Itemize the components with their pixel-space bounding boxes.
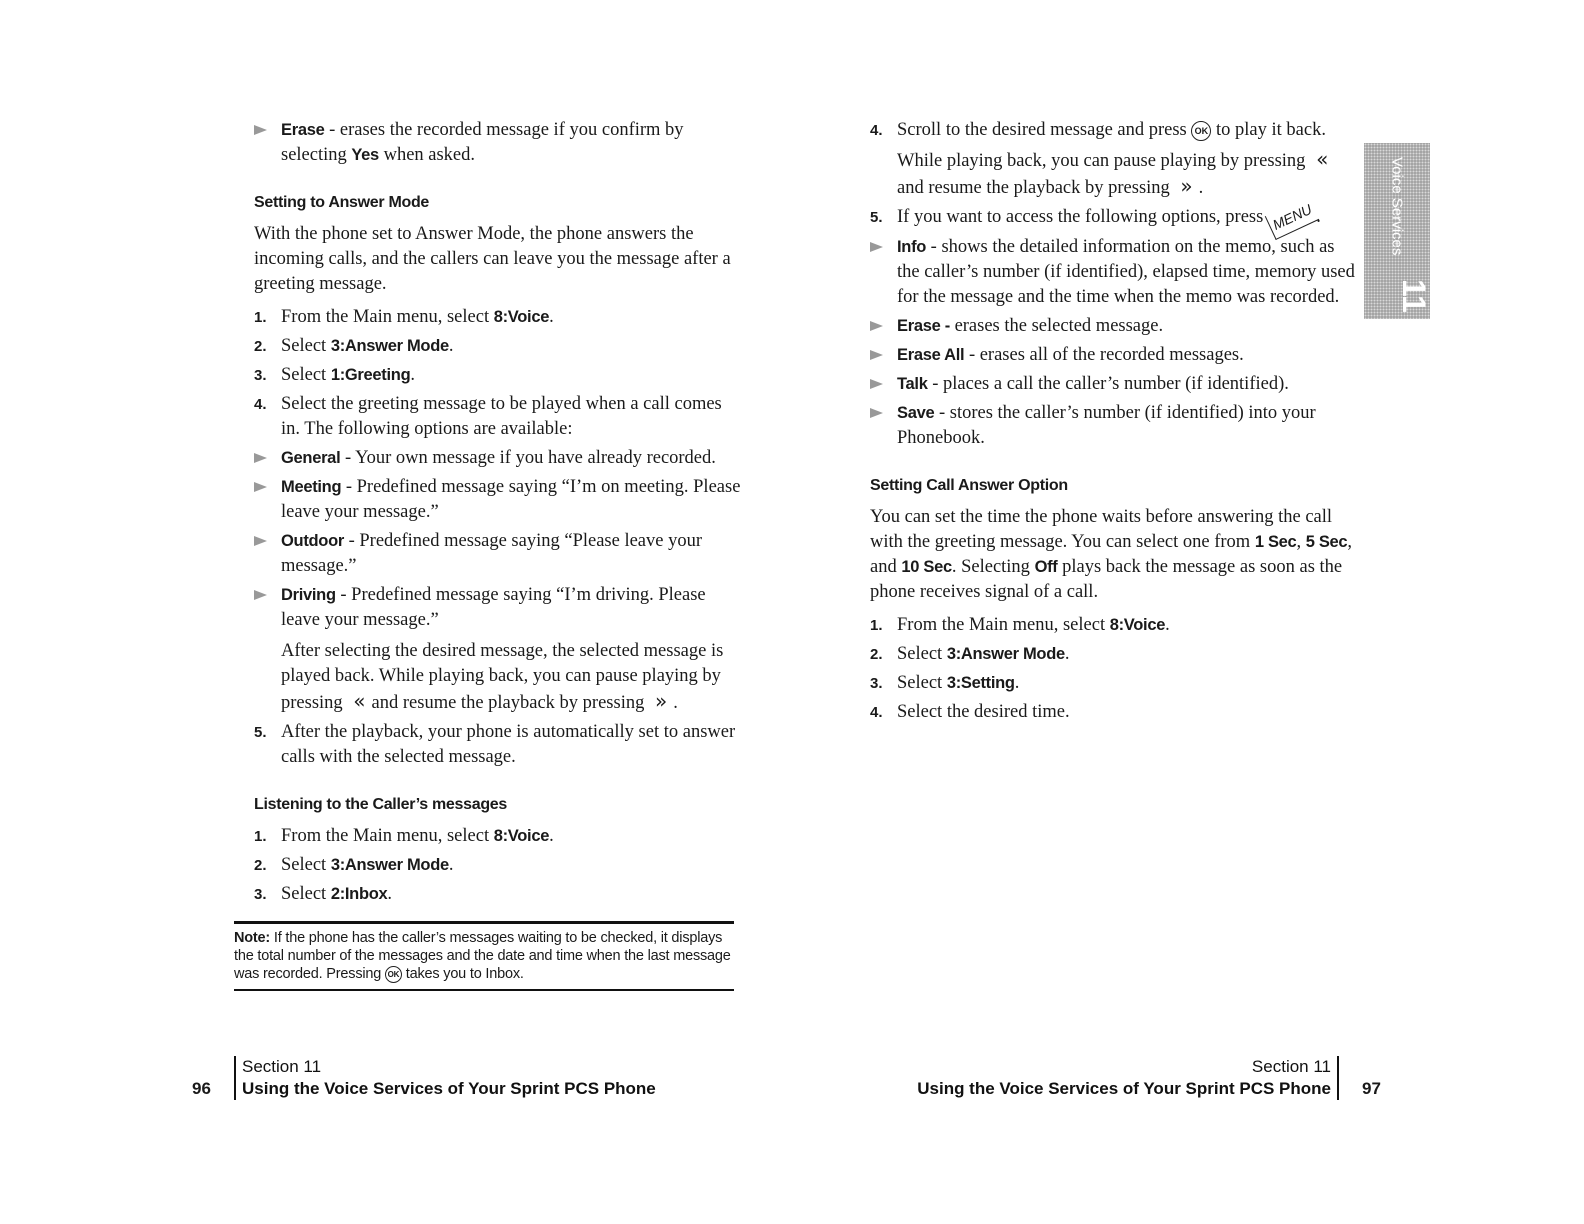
page-number-left: 96 xyxy=(192,1079,211,1098)
section-tab-label: Voice Services xyxy=(1388,157,1406,256)
message-option-save: Save - stores the caller’s number (if identified) into your Phonebook. xyxy=(870,401,1360,451)
right-page-column xyxy=(870,118,1360,729)
answer-step: 1. From the Main menu, select 8:Voice. xyxy=(254,307,554,327)
note-box: Note: If the phone has the caller’s messages waiting to be checked, it displays the total number of the messages and the date and time when the last message was recorded. Pressing OK takes you to Inbox. xyxy=(234,921,734,991)
call-answer-heading: Setting Call Answer Option xyxy=(870,477,1068,494)
left-page-column xyxy=(254,118,744,911)
section-tab-number: 11 xyxy=(1396,279,1432,313)
bullet-arrow-icon xyxy=(254,453,267,463)
call-answer-step: 4. Select the desired time. xyxy=(870,702,1070,722)
call-answer-intro: You can set the time the phone waits before answering the call with the greeting message. You can select one from 1 Sec, 5 Sec, and 10 Sec. Selecting Off plays back the message as soon as the phone receives signal of a call. xyxy=(870,507,1352,602)
ok-key-icon: OK xyxy=(385,966,402,983)
call-answer-step: 3. Select 3:Setting. xyxy=(870,673,1020,693)
greeting-option-general: General - Your own message if you have already recorded. xyxy=(254,446,744,471)
greeting-option-meeting: Meeting - Predefined message saying “I’m on meeting. Please leave your message.” xyxy=(254,475,744,525)
greeting-option-outdoor: Outdoor - Predefined message saying “Please leave your message.” xyxy=(254,529,744,579)
footer-right: Section 11 Using the Voice Services of Your Sprint PCS Phone xyxy=(917,1056,1339,1100)
answer-step: 4. Select the greeting message to be played when a call comes in. The following options are available: xyxy=(254,394,722,439)
ok-key-icon: OK xyxy=(1191,121,1211,141)
call-answer-step: 2. Select 3:Answer Mode. xyxy=(870,644,1070,664)
listening-step: 2. Select 3:Answer Mode. xyxy=(254,855,454,875)
message-option-talk: Talk - places a call the caller’s number (if identified). xyxy=(870,372,1360,397)
message-option-erase-all: Erase All - erases all of the recorded messages. xyxy=(870,343,1360,368)
listening-step: 1. From the Main menu, select 8:Voice. xyxy=(254,826,554,846)
bullet-arrow-icon xyxy=(870,242,883,252)
bullet-arrow-icon xyxy=(870,350,883,360)
answer-step: 3. Select 1:Greeting. xyxy=(254,365,415,385)
bullet-arrow-icon xyxy=(254,482,267,492)
greeting-option-driving: Driving - Predefined message saying “I’m driving. Please leave your message.” xyxy=(254,583,744,633)
rewind-key-icon: « xyxy=(1316,147,1329,171)
forward-key-icon: » xyxy=(654,689,668,713)
bullet-arrow-icon xyxy=(870,321,883,331)
message-option-erase: Erase - erases the selected message. xyxy=(870,314,1360,339)
forward-key-icon: » xyxy=(1180,174,1193,198)
bullet-arrow-icon xyxy=(254,590,267,600)
answer-mode-intro: With the phone set to Answer Mode, the phone answers the incoming calls, and the callers can leave you the message after a greeting message. xyxy=(254,224,731,294)
rewind-key-icon: « xyxy=(353,689,366,713)
listening-step-4: 4. Scroll to the desired message and press OK to play it back. xyxy=(870,120,1326,140)
bullet-arrow-icon xyxy=(254,536,267,546)
page-number-right: 97 xyxy=(1362,1079,1381,1098)
answer-mode-heading: Setting to Answer Mode xyxy=(254,194,430,211)
bullet-arrow-icon xyxy=(870,408,883,418)
bullet-arrow-icon xyxy=(254,125,267,135)
answer-step: 2. Select 3:Answer Mode. xyxy=(254,336,454,356)
erase-option: Erase - erases the recorded message if you confirm by selecting Yes when asked. xyxy=(254,118,744,168)
call-answer-step: 1. From the Main menu, select 8:Voice. xyxy=(870,615,1170,635)
section-tab xyxy=(1364,143,1430,319)
after-selecting-paragraph: After selecting the desired message, the selected message is played back. While playing back, you can pause playing by pressing « and resume the playback by pressing » . xyxy=(281,641,724,713)
menu-key-icon: MENU xyxy=(1265,196,1320,240)
footer-left: Section 11 Using the Voice Services of Your Sprint PCS Phone xyxy=(234,1056,656,1100)
message-option-info: Info - shows the detailed information on the memo, such as the caller’s number (if identified), elapsed time, memory used for the message and the time when the memo was recorded. xyxy=(870,235,1360,310)
playback-paragraph: While playing back, you can pause playing by pressing «and resume the playback by pressing » . xyxy=(897,147,1329,198)
listening-step-5: 5. If you want to access the following options, press MENU . xyxy=(870,205,1360,231)
listening-step: 3. Select 2:Inbox. xyxy=(254,884,393,904)
listening-heading: Listening to the Caller’s messages xyxy=(254,796,507,813)
bullet-arrow-icon xyxy=(870,379,883,389)
answer-step: 5. After the playback, your phone is automatically set to answer calls with the selected message. xyxy=(254,722,736,767)
